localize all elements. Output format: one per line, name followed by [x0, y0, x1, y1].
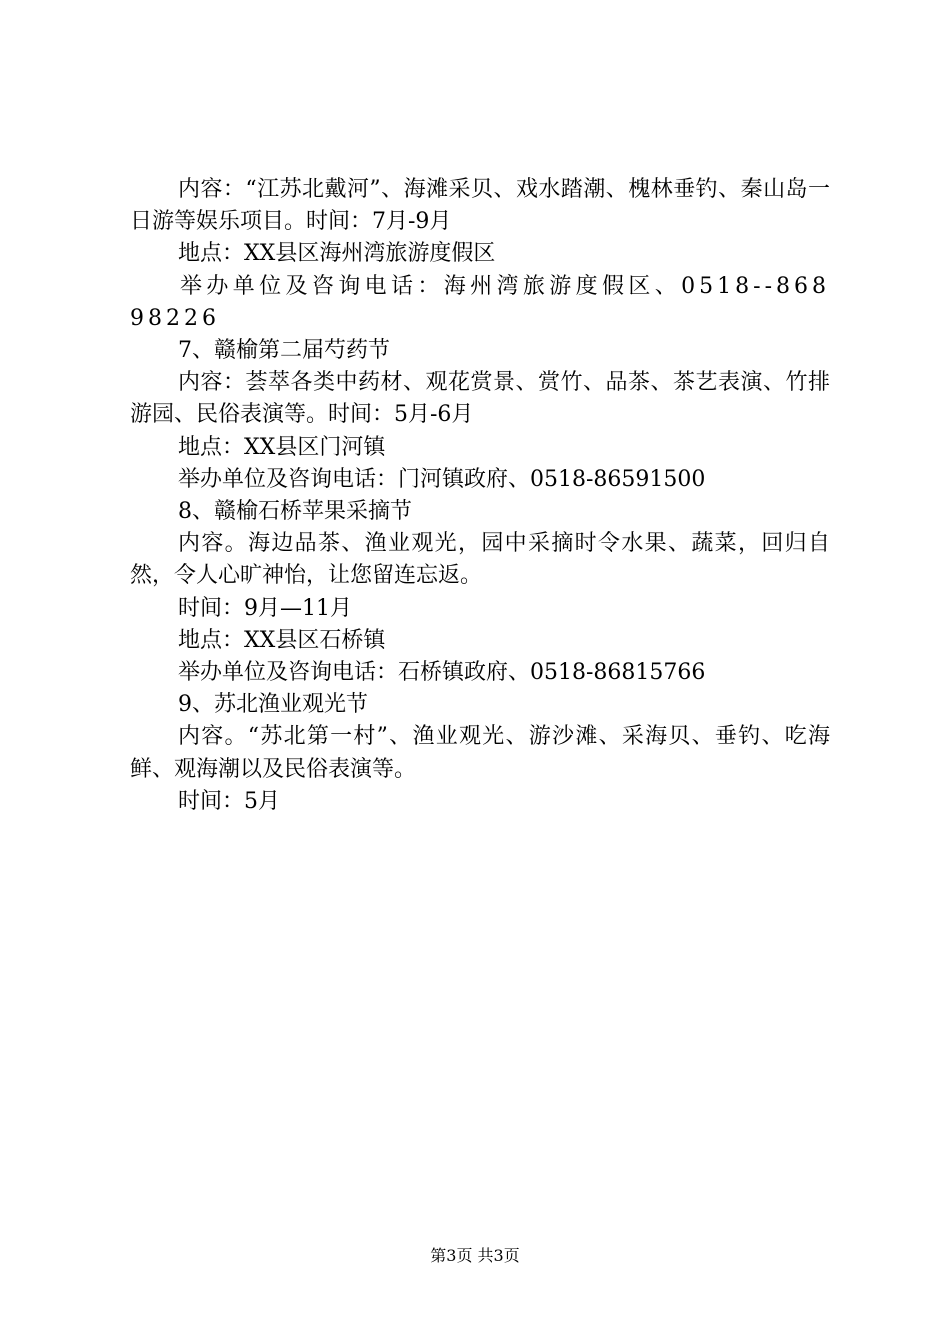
paragraph-organizer-7: 举办单位及咨询电话：门河镇政府、0518-86591500: [178, 466, 706, 492]
paragraph-organizer-1: 举办单位及咨询电话：海州湾旅游度假区、0518--86898226: [130, 273, 830, 331]
section-heading-8: 8、赣榆石桥苹果采摘节: [178, 499, 412, 525]
paragraph-time-8: 时间：9月—11月: [178, 595, 352, 621]
paragraph-location-8: 地点：XX县区石桥镇: [178, 627, 386, 653]
paragraph-location-1: 地点：XX县区海州湾旅游度假区: [178, 241, 496, 267]
paragraph-time-9: 时间：5月: [178, 788, 280, 814]
document-body: [130, 174, 830, 818]
page-footer: [0, 1243, 950, 1266]
paragraph-content-9: 内容。“苏北第一村”、渔业观光、游沙滩、采海贝、垂钓、吃海鲜、观海潮以及民俗表演等。: [130, 724, 830, 782]
paragraph-organizer-8: 举办单位及咨询电话：石桥镇政府、0518-86815766: [178, 660, 706, 686]
paragraph-content-7: 内容：荟萃各类中药材、观花赏景、赏竹、品茶、茶艺表演、竹排游园、民俗表演等。时间：5月-6月: [130, 370, 830, 428]
page-number-label: 第3页 共3页: [430, 1246, 520, 1265]
section-heading-7: 7、赣榆第二届芍药节: [178, 338, 390, 364]
paragraph-content-8: 内容。海边品茶、渔业观光，园中采摘时令水果、蔬菜，回归自然，令人心旷神怡，让您留连忘返。: [130, 531, 830, 589]
paragraph-location-7: 地点：XX县区门河镇: [178, 434, 386, 460]
section-heading-9: 9、苏北渔业观光节: [178, 692, 368, 718]
paragraph-content-1: 内容：“江苏北戴河”、海滩采贝、戏水踏潮、槐林垂钓、秦山岛一日游等娱乐项目。时间：7月-9月: [130, 177, 830, 235]
